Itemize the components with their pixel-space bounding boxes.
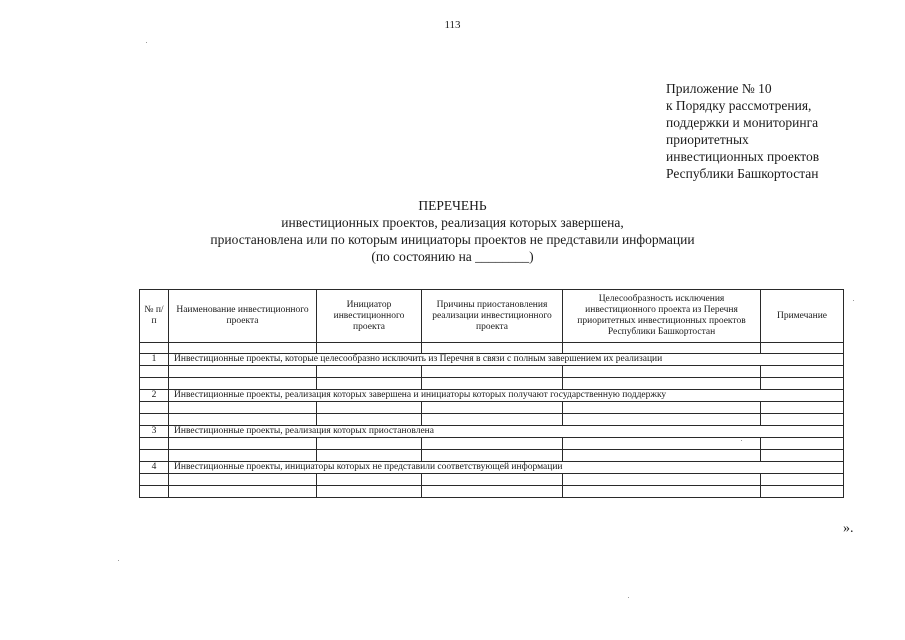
scan-speck xyxy=(118,560,119,561)
table-row xyxy=(140,474,844,486)
appendix-line: к Порядку рассмотрения, xyxy=(666,98,812,113)
appendix-line: инвестиционных проектов xyxy=(666,149,820,164)
page-number: 113 xyxy=(444,19,461,31)
section-number: 1 xyxy=(140,354,169,366)
table-row xyxy=(140,402,844,414)
document-title xyxy=(0,197,905,265)
title-heading: ПЕРЕЧЕНЬ xyxy=(418,198,487,213)
header-initiator: Инициатор инвестиционного проекта xyxy=(317,290,422,343)
table-row xyxy=(140,366,844,378)
appendix-line: Республики Башкортостан xyxy=(666,166,819,181)
scan-speck xyxy=(853,300,854,301)
header-number: № п/п xyxy=(140,290,169,343)
section-row xyxy=(140,354,844,366)
section-title: Инвестиционные проекты, реализация которых завершена и инициаторы которых получают государственную поддержку xyxy=(169,390,844,402)
projects-table xyxy=(139,289,844,498)
title-line: инвестиционных проектов, реализация которых завершена, xyxy=(281,215,624,230)
header-project-name: Наименование инвестиционного проекта xyxy=(169,290,317,343)
appendix-line: поддержки и мониторинга xyxy=(666,115,819,130)
table-row xyxy=(140,414,844,426)
table-row xyxy=(140,343,844,354)
scan-speck xyxy=(628,597,629,598)
section-title: Инвестиционные проекты, которые целесообразно исключить из Перечня в связи с полным завершением их реализации xyxy=(169,354,844,366)
table-row xyxy=(140,378,844,390)
header-exclusion-feasibility: Целесообразность исключения инвестиционного проекта из Перечня приоритетных инвестиционных проектов Республики Башкортостан xyxy=(563,290,761,343)
section-number: 3 xyxy=(140,426,169,438)
section-title: Инвестиционные проекты, инициаторы которых не представили соответствующей информации xyxy=(169,462,844,474)
title-line: приостановлена или по которым инициаторы проектов не представили информации xyxy=(210,232,695,247)
section-number: 4 xyxy=(140,462,169,474)
table-header-row xyxy=(140,290,844,343)
section-number: 2 xyxy=(140,390,169,402)
header-note: Примечание xyxy=(761,290,844,343)
section-row xyxy=(140,390,844,402)
appendix-block xyxy=(666,80,866,182)
section-title: Инвестиционные проекты, реализация которых приостановлена xyxy=(169,426,844,438)
scan-speck xyxy=(741,440,742,441)
table-row xyxy=(140,438,844,450)
appendix-line: приоритетных xyxy=(666,132,749,147)
title-line: (по состоянию на ________) xyxy=(371,249,534,264)
scan-speck xyxy=(146,42,147,43)
closing-quote: ». xyxy=(843,521,854,536)
table-row xyxy=(140,486,844,498)
appendix-line: Приложение № 10 xyxy=(666,81,772,96)
header-suspension-reasons: Причины приостановления реализации инвестиционного проекта xyxy=(422,290,563,343)
section-row xyxy=(140,462,844,474)
section-row xyxy=(140,426,844,438)
table-row xyxy=(140,450,844,462)
